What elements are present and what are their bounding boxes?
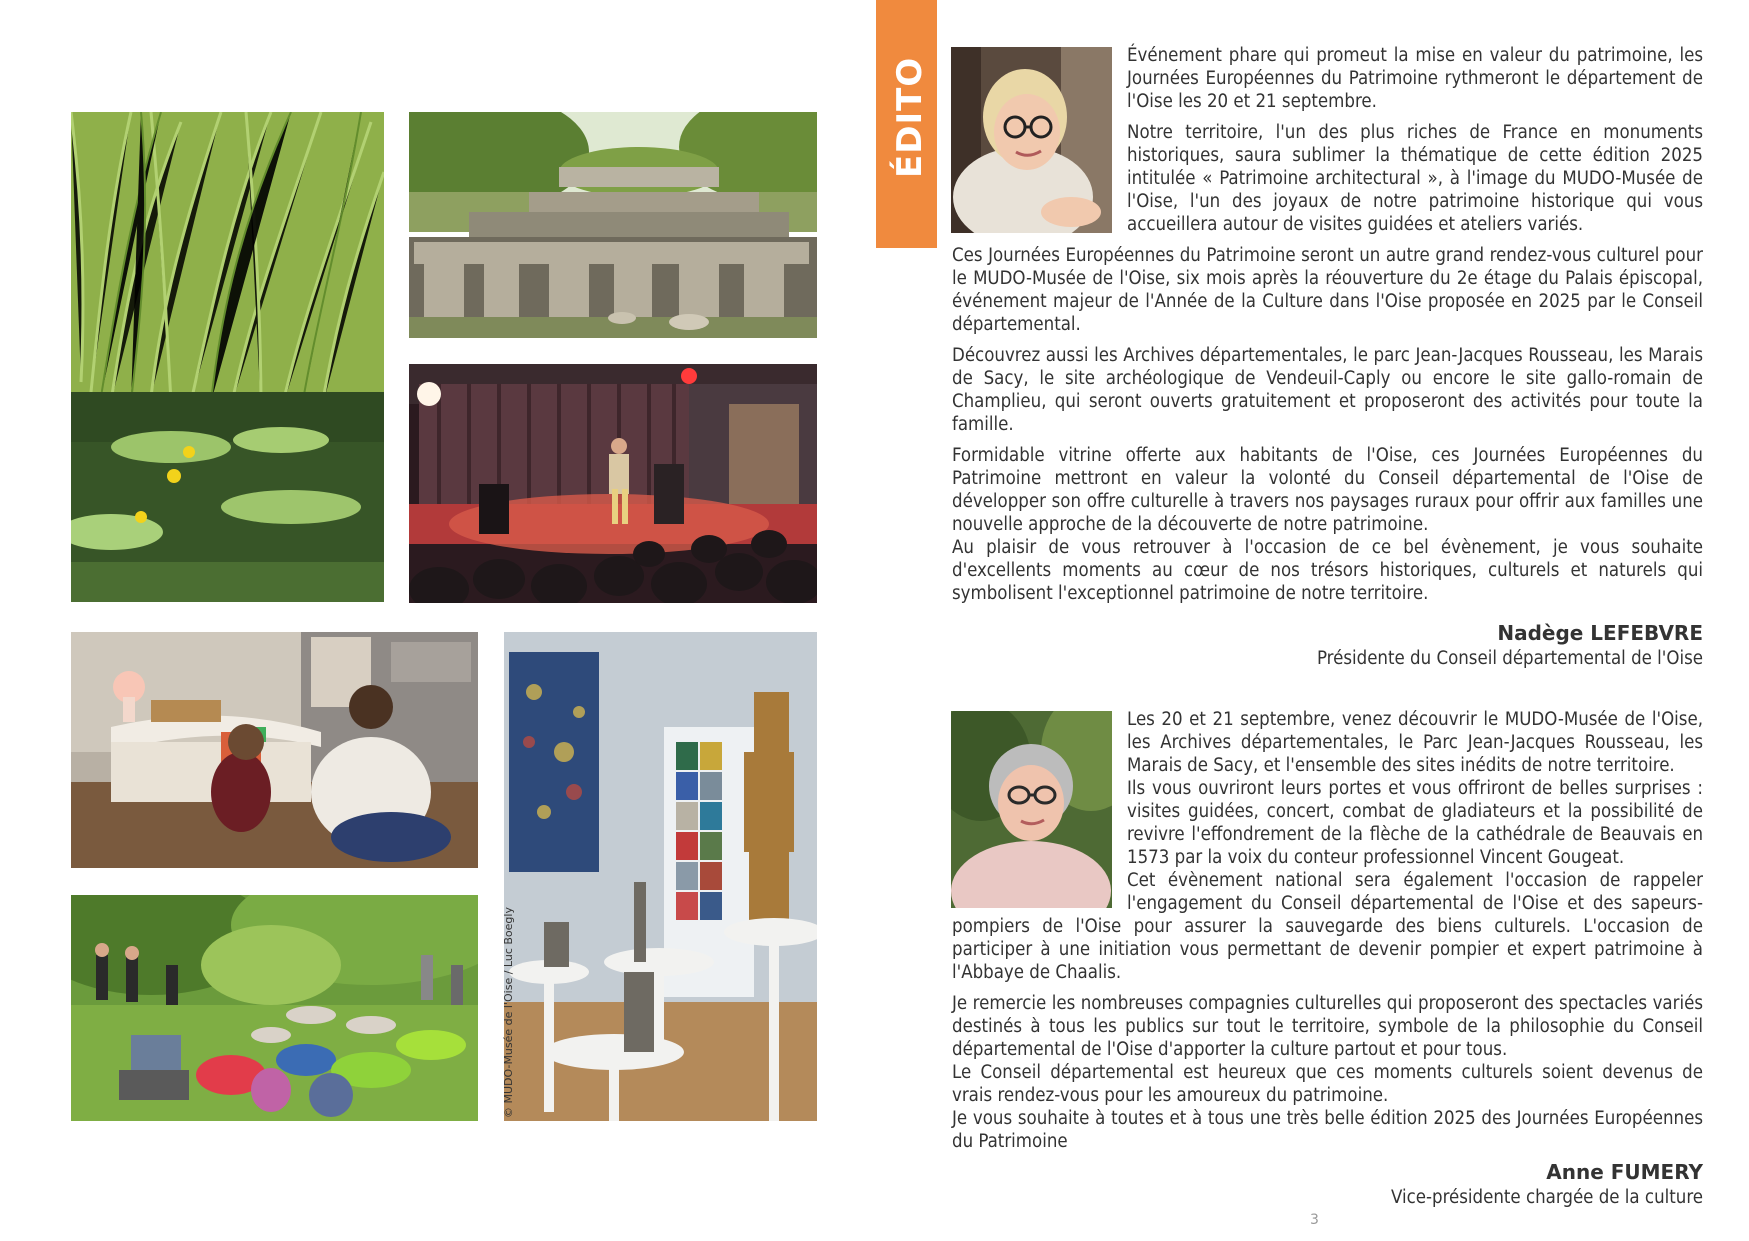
edito-message-1: [952, 44, 1703, 613]
edito1-paragraph-3: Ces Journées Européennes du Patrimoine seront un autre grand rendez-vous culturel pour le MUDO-Musée de l'Oise, six mois après la réouverture du 2e étage du Palais épiscopal, événement majeur de l'Année de la Culture dans l'Oise proposée en 2025 par le Conseil départemental.: [952, 245, 1703, 335]
photo-museum-interior: [504, 632, 817, 1121]
edito2-paragraph-4: Je remercie les nombreuses compagnies culturelles qui proposeront des spectacles variés destinés à tous les publics sur tout le territoire, symbole de la philosophie du Conseil départemental de l'Oise d'apporter la culture partout et pour tous.: [952, 993, 1703, 1060]
signer-1-role: Présidente du Conseil départemental de l'Oise: [1316, 648, 1703, 669]
edito2-paragraph-6: Je vous souhaite à toutes et à tous une très belle édition 2025 des Journées Européennes du Patrimoine: [952, 1108, 1703, 1152]
edito1-paragraph-4: Découvrez aussi les Archives départementales, le parc Jean-Jacques Rousseau, les Marais de Sacy, le site archéologique de Vendeuil-Caply ou encore le site gallo-romain de Champlieu, qui seront ouverts gratuitement et proposeront des activités pour toute la famille.: [952, 345, 1703, 435]
page-number: 3: [1310, 1212, 1319, 1228]
edito-message-2: [952, 708, 1703, 1161]
photo-outdoor-show: [71, 895, 478, 1121]
signer-2-name: Anne FUMERY: [1546, 1160, 1703, 1184]
edito1-paragraph-5: Formidable vitrine offerte aux habitants de l'Oise, ces Journées Européennes du Patrimoine mettront en valeur la volonté du Conseil départemental de l'Oise de développer son offre culturelle à travers nos paysages ruraux pour offrir aux familles une nouvelle approche de la découverte de notre patrimoine.: [952, 445, 1703, 535]
edito2-paragraph-1: Les 20 et 21 septembre, venez découvrir le MUDO-Musée de l'Oise, les Archives départementales, le Parc Jean-Jacques Rousseau, les Marais de Sacy, et l'ensemble des sites inédits de notre territoire.: [1127, 709, 1703, 776]
photo-credit: © MUDO-Musée de l'Oise / Luc Boegly: [502, 907, 515, 1118]
edito-label: ÉDITO: [890, 56, 930, 178]
edito2-paragraph-3: Cet évènement national sera également l'occasion de rappeler l'engagement du Conseil départemental de l'Oise et des sapeurs-pompiers de l'Oise pour assurer la sauvegarde des biens culturels. L'occasion de participer à une initiation vous permettant de devenir pompier et expert patrimoine à l'Abbaye de Chaalis.: [952, 870, 1703, 983]
edito2-paragraph-2: Ils vous ouvriront leurs portes et vous offriront de belles surprises : visites guidées, concert, combat de gladiateurs et la possibilité de revivre l'effondrement de la flèche de la cathédrale de Beauvais en 1573 par la voix du conteur professionnel Vincent Gougeat.: [1127, 778, 1703, 868]
photo-pond-reeds: [71, 112, 384, 602]
signer-1-name: Nadège LEFEBVRE: [1497, 621, 1703, 645]
edito1-paragraph-6: Au plaisir de vous retrouver à l'occasion de ce bel évènement, je vous souhaite d'excellents moments au cœur de nos trésors historiques, culturels et naturels qui symbolisent l'exceptionnel patrimoine de notre territoire.: [952, 537, 1703, 604]
photo-kids-workshop: [71, 632, 478, 868]
edito1-paragraph-1: Événement phare qui promeut la mise en valeur du patrimoine, les Journées Européennes du Patrimoine rythmeront le département de l'Oise les 20 et 21 septembre.: [1127, 45, 1703, 112]
signer-2-role: Vice-présidente chargée de la culture: [1391, 1187, 1703, 1208]
photo-gallo-roman-ruins: [409, 112, 817, 338]
edito2-paragraph-5: Le Conseil départemental est heureux que ces moments culturels soient devenus de vrais rendez-vous pour les amoureux du patrimoine.: [952, 1062, 1703, 1106]
edito1-paragraph-2: Notre territoire, l'un des plus riches de France en monuments historiques, saura sublimer la thématique de cette édition 2025 intitulée « Patrimoine architectural », à l'image du MUDO-Musée de l'Oise, l'un des joyaux de notre patrimoine historique qui vous accueillera autour de visites guidées et ateliers variés.: [1127, 122, 1703, 235]
photo-stage-performance: [409, 364, 817, 603]
